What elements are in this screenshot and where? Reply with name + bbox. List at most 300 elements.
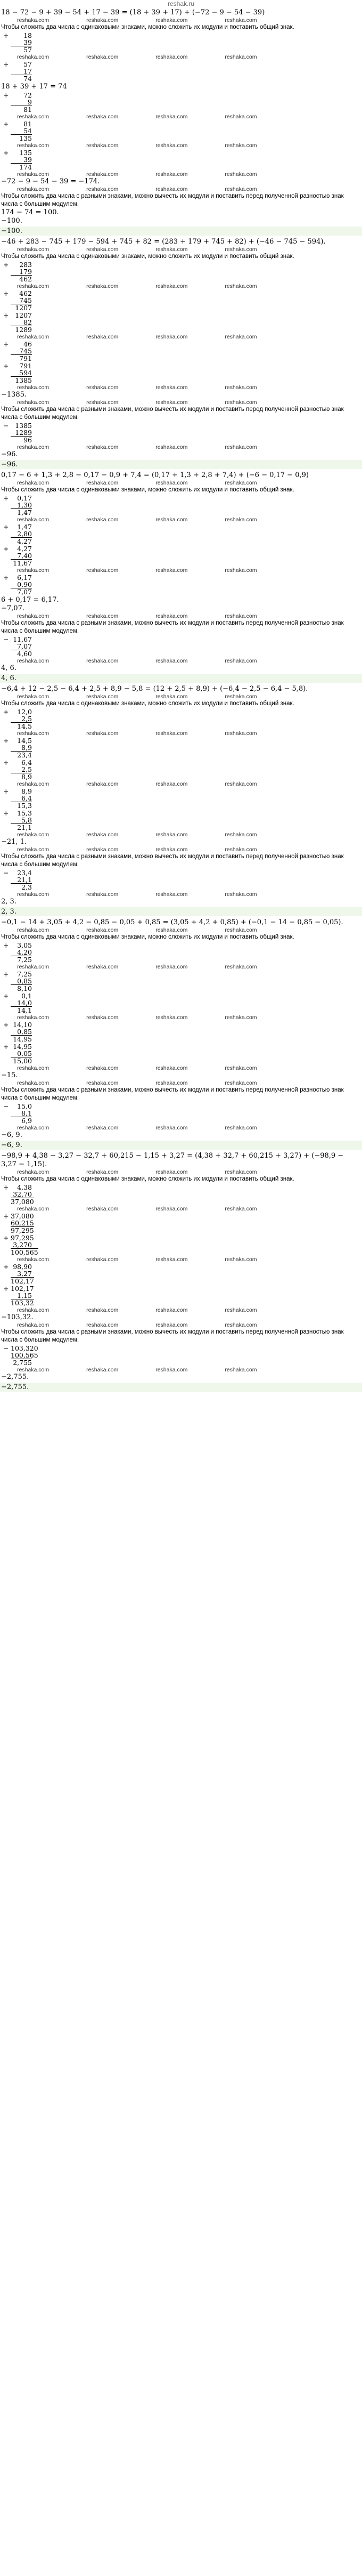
operand: 17 [23,67,32,75]
column-result: 462 [11,275,32,282]
column-result-row [3,883,361,891]
column-row [3,1191,361,1198]
operation-sign: + [3,1021,9,1029]
operation-sign: + [3,758,9,766]
watermark-text: reshaka.com [155,730,188,737]
operation-sign [3,1226,11,1234]
operand: 1207 [15,311,32,319]
watermark-text: reshaka.com [225,283,257,289]
watermark-row [1,399,361,406]
operation-sign [3,978,11,984]
column-result-row [3,75,361,82]
watermark-row [1,1014,361,1021]
watermark-text: reshaka.com [225,1307,257,1313]
task-block [1,7,361,237]
watermark-row [1,964,361,970]
watermark-row [1,246,361,253]
watermark-row [1,142,361,149]
watermark-row [1,1322,361,1328]
column-row [3,574,361,581]
intermediate-result: −103,32. [1,1313,34,1321]
column-row [3,876,361,883]
column-row [3,1270,361,1277]
column-result-row [3,354,361,362]
watermark-row [1,613,361,619]
column-result: 21,1 [11,823,32,831]
operation-sign: + [3,787,9,795]
watermark-text: reshaka.com [86,171,119,177]
watermark-text: reshaka.com [225,1080,257,1086]
column-result-row [3,722,361,730]
column-calculation [3,1184,361,1205]
watermark-text: reshaka.com [155,781,188,787]
operation-sign [3,134,11,142]
watermark-text: reshaka.com [155,444,188,450]
operand: 32,70 [13,1190,32,1198]
column-row [3,817,361,823]
watermark-text: reshaka.com [86,831,119,838]
operation-sign: + [3,992,9,1000]
watermark-text: reshaka.com [86,927,119,933]
watermark-row [1,171,361,177]
column-row [3,971,361,978]
watermark-text: reshaka.com [17,693,50,700]
watermark-text: reshaka.com [86,142,119,149]
operation-sign [3,68,11,75]
column-calculation [3,290,361,311]
watermark-text: reshaka.com [86,516,119,523]
watermark-text: reshaka.com [86,1206,119,1212]
column-row [3,1241,361,1248]
operation-sign [3,429,11,436]
operand: 179 [19,268,32,276]
column-result-row [3,1117,361,1124]
operation-sign: + [3,494,9,502]
watermark-text: reshaka.com [17,927,50,933]
site-header[interactable]: reshak.ru [167,0,195,7]
operation-sign [3,275,11,282]
watermark-row [1,516,361,523]
operand: 0,17 [17,494,32,502]
watermark-text: reshaka.com [17,567,50,574]
tasks-container [1,7,361,1393]
column-row [3,715,361,722]
watermark-text: reshaka.com [17,1169,50,1175]
column-calculation [3,312,361,333]
operand: 3,05 [17,941,32,949]
watermark-text: reshaka.com [155,283,188,289]
watermark-text: reshaka.com [17,730,50,737]
column-row [3,1292,361,1299]
column-calculation [3,120,361,142]
column-row [3,297,361,304]
watermark-text: reshaka.com [155,1256,188,1263]
watermark-text: reshaka.com [155,658,188,664]
operand: 102,17 [11,1285,34,1293]
operand: 0,05 [17,1049,32,1057]
rule-note: Чтобы сложить два числа с одинаковыми знаками, можно сложить их модули и поставить общий знак. [1,253,294,260]
watermark-text: reshaka.com [155,1080,188,1086]
task-expression: 0,17 − 6 + 1,3 + 2,8 − 0,17 − 0,9 + 7,4 = (0,17 + 1,3 + 2,8 + 7,4) + (−6 − 0,17 − 0,9) [1,471,309,479]
watermark-row [1,1125,361,1131]
column-row [3,737,361,744]
watermark-text: reshaka.com [155,1014,188,1021]
operation-sign [3,715,11,722]
watermark-row [1,186,361,192]
column-row [3,1220,361,1226]
operation-sign [3,1248,11,1256]
watermark-row [1,444,361,450]
operation-sign [3,1028,11,1035]
operand: 1289 [15,429,32,437]
watermark-text: reshaka.com [86,1322,119,1328]
column-row [3,744,361,751]
column-calculation [3,869,361,891]
operation-sign [3,502,11,508]
operation-sign [3,1220,11,1226]
watermark-text: reshaka.com [225,613,257,619]
operation-sign [3,1117,11,1124]
operation-sign [3,348,11,354]
operation-sign [3,559,11,567]
watermark-text: reshaka.com [86,1065,119,1071]
watermark-text: reshaka.com [17,1322,50,1328]
watermark-text: reshaka.com [17,54,50,60]
column-row [3,759,361,766]
watermark-text: reshaka.com [17,384,50,391]
operand: 7,40 [17,552,32,560]
watermark-text: reshaka.com [225,1169,257,1175]
watermark-text: reshaka.com [225,567,257,574]
rule-note: Чтобы сложить два числа с одинаковыми знаками, можно сложить их модули и поставить общий знак. [1,700,294,707]
column-row [3,1103,361,1110]
operation-sign [3,883,11,891]
column-result: 14,1 [11,1006,32,1014]
column-result-row [3,304,361,311]
operand: 11,67 [13,635,32,643]
operand: 57 [23,60,32,68]
watermark-row [1,693,361,700]
operand: 6,4 [21,794,32,802]
intermediate-result: 174 − 74 = 100. [1,208,59,216]
watermark-text: reshaka.com [17,846,50,853]
operation-sign [3,823,11,831]
operand: 81 [23,120,32,128]
watermark-row [1,1256,361,1263]
column-result-row [3,559,361,567]
column-row [3,369,361,376]
operand: 0,1 [21,992,32,1000]
watermark-text: reshaka.com [155,516,188,523]
operand: 15,3 [17,809,32,817]
watermark-text: reshaka.com [86,1367,119,1373]
task-expression: −6,4 + 12 − 2,5 − 6,4 + 2,5 + 8,9 − 5,8 = (12 + 2,5 + 8,9) + (−6,4 − 2,5 − 6,4 − 5,8). [1,685,308,693]
column-result-row [3,751,361,758]
operand: 72 [23,91,32,99]
rule-note: Чтобы сложить два числа с разными знаками, можно вычесть их модули и поставить перед полученной разностью знак числа с большим модулем. [1,1329,344,1343]
column-row [3,552,361,559]
column-result: 103,32 [11,1299,34,1307]
column-row [3,788,361,795]
intermediate-result: −96. [1,450,18,458]
rule-note: Чтобы сложить два числа с разными знаками, можно вычесть их модули и поставить перед полученной разностью знак числа с большим модулем. [1,620,344,634]
column-row [3,1043,361,1050]
column-row [3,1021,361,1028]
column-row [3,502,361,508]
column-row [3,429,361,436]
operation-sign: + [3,31,9,39]
watermark-text: reshaka.com [155,567,188,574]
task-block [1,237,361,470]
operand: 18 [23,31,32,39]
answer-highlight: 2, 3. [0,907,362,916]
operation-sign [3,530,11,537]
column-result-row [3,823,361,831]
operand: 39 [23,156,32,164]
operand: 98,90 [13,1263,32,1271]
watermark-text: reshaka.com [17,831,50,838]
operation-sign [3,643,11,650]
column-row [3,422,361,429]
watermark-text: reshaka.com [86,1256,119,1263]
watermark-text: reshaka.com [17,1367,50,1373]
watermark-text: reshaka.com [155,114,188,120]
operand: 0,90 [17,580,32,588]
watermark-text: reshaka.com [17,480,50,486]
column-result: 7,25 [11,956,32,963]
rule-note: Чтобы сложить два числа с одинаковыми знаками, можно сложить их модули и поставить общий знак. [1,487,294,493]
rule-note: Чтобы сложить два числа с одинаковыми знаками, можно сложить их модули и поставить общий знак. [1,24,294,30]
watermark-text: reshaka.com [17,1206,50,1212]
column-result: 7,07 [11,588,32,595]
watermark-text: reshaka.com [86,1125,119,1131]
operation-sign [3,1277,11,1285]
operand: 14,5 [17,737,32,745]
column-calculation [3,1345,361,1366]
operation-sign: + [3,289,9,297]
watermark-text: reshaka.com [17,781,50,787]
watermark-text: reshaka.com [17,1125,50,1131]
column-calculation [3,341,361,362]
column-calculation [3,261,361,282]
column-row [3,341,361,348]
column-result-row [3,956,361,963]
watermark-text: reshaka.com [155,613,188,619]
column-row [3,530,361,537]
column-row [3,495,361,502]
operation-sign: + [3,809,9,817]
column-calculation [3,788,361,809]
watermark-text: reshaka.com [17,186,50,192]
column-calculation [3,1263,361,1285]
operand: 745 [19,347,32,355]
task-block [1,917,361,1151]
operation-sign [3,817,11,823]
column-result-row [3,436,361,443]
column-row [3,978,361,984]
column-result: 2,3 [11,883,32,891]
watermark-text: reshaka.com [17,17,50,23]
operation-sign [3,1110,11,1117]
column-row [3,156,361,163]
operation-sign [3,650,11,657]
operation-sign [3,722,11,730]
column-calculation [3,810,361,831]
column-result: 100,565 [11,1248,38,1256]
operation-sign [3,1359,11,1366]
operation-sign [3,1292,11,1299]
column-row [3,319,361,326]
operation-sign: − [3,635,9,643]
operation-sign [3,588,11,595]
column-row [3,523,361,530]
rule-note: Чтобы сложить два числа с разными знаками, можно вычесть их модули и поставить перед полученной разностью знак числа с большим модулем. [1,193,344,207]
operand: 8,9 [21,787,32,795]
watermark-row [1,781,361,787]
column-calculation [3,495,361,516]
watermark-text: reshaka.com [86,1080,119,1086]
watermark-text: reshaka.com [225,444,257,450]
operand: 2,80 [17,530,32,538]
operation-sign: + [3,1043,9,1051]
operation-sign [3,1241,11,1248]
column-row [3,32,361,39]
column-row [3,581,361,588]
watermark-text: reshaka.com [86,283,119,289]
operand: 7,07 [17,642,32,650]
operation-sign: + [3,545,9,553]
watermark-text: reshaka.com [155,1322,188,1328]
operation-sign [3,984,11,992]
operation-sign: + [3,60,9,68]
watermark-text: reshaka.com [17,891,50,898]
operand: 37,080 [11,1212,34,1220]
watermark-text: reshaka.com [86,693,119,700]
column-result: 11,67 [11,559,32,567]
watermark-row [1,1367,361,1373]
operation-sign [3,1050,11,1057]
watermark-text: reshaka.com [225,730,257,737]
column-result: 15,00 [11,1057,32,1064]
watermark-row [1,384,361,391]
operand: 82 [23,318,32,326]
intermediate-result: 4, 6. [1,664,17,672]
watermark-text: reshaka.com [155,17,188,23]
column-row [3,261,361,268]
operand: 14,10 [13,1021,32,1029]
column-calculation [3,942,361,963]
operand: 135 [19,149,32,157]
column-calculation [3,149,361,171]
watermark-text: reshaka.com [155,399,188,406]
watermark-text: reshaka.com [155,142,188,149]
watermark-text: reshaka.com [225,17,257,23]
column-result-row [3,537,361,545]
column-result: 14,5 [11,722,32,730]
answer-highlight: −100. [0,227,362,236]
operation-sign: + [3,1212,9,1220]
column-row [3,1263,361,1270]
watermark-text: reshaka.com [225,781,257,787]
watermark-text: reshaka.com [86,17,119,23]
watermark-text: reshaka.com [225,384,257,391]
operation-sign [3,354,11,362]
column-row [3,1213,361,1220]
column-result: 2,755 [11,1359,32,1366]
watermark-text: reshaka.com [86,54,119,60]
column-row [3,1028,361,1035]
watermark-row [1,1307,361,1313]
column-row [3,348,361,354]
column-calculation [3,737,361,758]
operation-sign [3,949,11,956]
column-result-row [3,163,361,171]
column-result: 57 [11,46,32,53]
column-result: 174 [11,163,32,171]
operation-sign [3,304,11,311]
watermark-text: reshaka.com [17,334,50,340]
intermediate-result: −15. [1,1071,18,1079]
column-row [3,992,361,999]
operand: 0,85 [17,977,32,985]
column-calculation [3,1234,361,1256]
operation-sign [3,1270,11,1277]
watermark-row [1,114,361,120]
column-row [3,1234,361,1241]
rule-note: Чтобы сложить два числа с одинаковыми знаками, можно сложить их модули и поставить общий знак. [1,934,294,940]
operation-sign: + [3,362,9,370]
watermark-text: reshaka.com [86,1307,119,1313]
intermediate-result: −2,755. [1,1373,29,1381]
column-row [3,68,361,75]
operation-sign [3,369,11,376]
rule-note: Чтобы сложить два числа с разными знаками, можно вычесть их модули и поставить перед полученной разностью знак числа с большим модулем. [1,853,344,868]
operation-sign [3,876,11,883]
column-result-row [3,326,361,333]
operation-sign [3,326,11,333]
intermediate-result: 2, 3. [1,898,17,906]
operand: 39 [23,38,32,46]
column-result: 8,9 [11,773,32,780]
intermediate-result: −7,07. [1,604,24,612]
column-result: 4,27 [11,537,32,545]
operand: 54 [23,127,32,135]
watermark-text: reshaka.com [225,1322,257,1328]
column-row [3,1345,361,1352]
column-row [3,92,361,99]
operation-sign: + [3,1263,9,1271]
watermark-text: reshaka.com [17,1256,50,1263]
operand: 3,27 [17,1270,32,1278]
column-row [3,636,361,643]
intermediate-result: −100. [1,217,22,225]
intermediate-result: −21, 1. [1,838,27,846]
column-result: 8,10 [11,984,32,992]
column-row [3,127,361,134]
watermark-text: reshaka.com [86,846,119,853]
watermark-row [1,567,361,574]
operation-sign [3,766,11,773]
column-calculation [3,61,361,82]
operation-sign [3,297,11,304]
operand: 1,30 [17,501,32,509]
watermark-row [1,1169,361,1175]
watermark-text: reshaka.com [86,891,119,898]
watermark-row [1,1065,361,1071]
column-row [3,39,361,46]
column-result-row [3,984,361,992]
operation-sign [3,537,11,545]
